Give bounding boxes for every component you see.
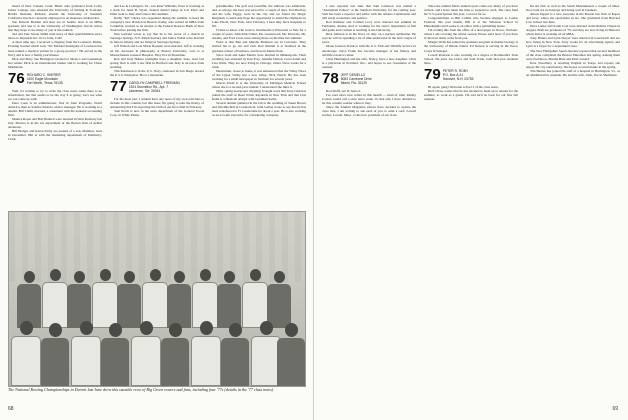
photo-caption: The National Rowing Championships in Detroit last June drew this sizeable crew of Big Green rowers and fans, including four '77s (details in the '77 class notes).: [8, 387, 275, 392]
photo-figure: [167, 271, 191, 328]
photo-figure: [221, 323, 249, 386]
class-header-79: [424, 65, 518, 83]
class-year-number: 76: [8, 69, 25, 87]
address-line: Fort Worth, Texas 76135: [26, 80, 63, 85]
paragraph: For the most part, I seldom have any news of my own activities to include in this column, but this issue I'm going to take the liberty of announcing that I'm expecting the birth of our first child in February.: [110, 96, 204, 109]
class-year-number: 79: [424, 65, 441, 83]
paragraph: Rob and Judy Haines Gallagher have a daughter, Kate, born last spring. Rob is with a law firm in Hartford and Judy is on leave from teaching.: [110, 56, 204, 69]
paragraph: Rod Wolff, Art II, Suite 2.: [326, 88, 361, 93]
address-line: Lawrence, Ga. 30044: [128, 88, 161, 93]
paragraph: Hi again, gang! Welcome to Part 3 of the class notes.: [428, 84, 499, 89]
paragraph: I also reported last June that Sam Cameron was named a "Journalism Fellow" at the Stanford University for the coming year. Sam has been a reporter and editor with the Atlanta Constitution and will study economics and politics.: [322, 4, 416, 21]
paragraph: Rod Ramirez and Carmen Levy were married last summer in Fairbanks, Alaska. Rod is working for the state's department of fish and game and Carmen is teaching at the University.: [322, 20, 416, 33]
paragraph: Margie Wells has joined the graduate program in marine biology at the University of Rhode Island. Ed Nelson is serving in the Peace Corps in Senegal.: [424, 40, 518, 53]
address-line: Miami, Fla. 33129: [340, 80, 367, 85]
secretary-name: RICHARD C. SHERER: [26, 72, 61, 77]
paragraph: Tony Hanna and Lynn Dwyer were married in Greenwich and are now living in New York. Tony works for an advertising agency and Lynn is a buyer for a department store.: [526, 36, 620, 49]
rowing-team-photo: [8, 211, 306, 387]
photo-figure: [92, 269, 118, 328]
paragraph: Dan Garland wrote to say that he is the rector of a church in Saratoga Springs, N.Y. Ralph Seabury and Janice Walsh were married in June in Albany and are living in Saratoga Springs.: [110, 32, 204, 45]
photo-figure: [101, 323, 129, 386]
paragraph: Well, it's terrible to try to write the class notes when there is no information, but that seems to be the way it is going. Let's see what we can come up with.: [8, 88, 102, 101]
address-line: 5083 Cambone Drive: [340, 76, 372, 81]
paragraph: Since the alumni fund's annual report came out, many of you have written, and I have taken the time to respond to each. The class fund hit 71% participation this year, a record for us.: [424, 4, 518, 17]
paragraph: Rick Johnson is in the Navy on duty on a nuclear submarine. He says he will be spending a lot of time underwater in the next couple of years.: [322, 32, 416, 45]
paragraph: grandmother. The golf was beautiful, the sailboat was admirable, and, as always, the beer was served for a couple of days. Ted MacKay and his wife, Peggy, were in the city and we found the Magic Kingdom. I could only hope the opportunity to attend the Olympics in Lake Placid, New York, next February. I hear they have hospitals to fill.: [212, 4, 306, 29]
photo-figure: [217, 271, 241, 328]
photo-figure: [17, 271, 41, 328]
secretary-name: JEFF DEMELLO: [340, 72, 366, 77]
photo-figure: [277, 323, 305, 386]
paragraph: Bill Hodges and Karen Kirby are parents of a son, Matthew, born in December. Bill is with the marketing department of Kimberly-Clark.: [8, 129, 102, 142]
paragraph: Dick and Mary Sue Holmgren traveled to Mexico and Guatemala last winter. Dick is an international banker and is working for Chase Manhattan.: [8, 56, 102, 69]
paragraph: Tim Barnes has joined the staff of a hospital in Burlington, Vt., as an administrative assistant. He and his wife, Julie, live in Shelburne.: [526, 68, 620, 77]
photo-figure: [191, 321, 221, 386]
address-line: 1304 Dunnellon Rd., Apt. 7: [128, 84, 169, 89]
right-column-1: [322, 4, 416, 404]
photo-figure: [117, 271, 141, 328]
address-line: 4100 Eagle Mountain: [26, 76, 58, 81]
paragraph: Meanwhile, closer to home, it was announced that the Valley News of the Upper Valley has a new editor, Nick Welch. He has been working for a small newspaper in Vermont for several years.: [212, 68, 306, 81]
photo-figure: [242, 269, 268, 328]
paragraph: Steve Gold and Anne Martin were married in Minneapolis. Their wedding was attended by Ken Frey, Jennifer Dalton, Carol Arndt and Lisa Wells. They are now living in Chicago, where Steve works for a bank.: [212, 52, 306, 69]
paragraph: Marcia Pruitt is at the University of Michigan Medical School where she is a second-year student. I understand she likes it.: [212, 80, 306, 89]
class-secretary-address: [27, 72, 63, 86]
paragraph: mond of New Canaan, Conn. Heidi, who graduated from Colby Junior College, also attended the University of Stirling in Scotland. Heidi's husband, Richard, attends the University of Southern California. Kevin is currently employed as an insurance underwriter.: [8, 4, 102, 21]
paragraph: Kathy "Kit" Cheny was appointed during the summer to head the company's new division in Boston. Kathy, who earned an MBA from Columbia, worked as an analyst at the Federal Reserve Bank of New York before joining the firm.: [110, 16, 204, 33]
class-header-77: [110, 77, 204, 95]
photo-figure: [267, 271, 291, 328]
photo-figure: [71, 321, 101, 386]
paragraph: his ski club as well as the South Mountaineers a couple of times. Now both are in Saratoga and doing well in business.: [526, 4, 620, 13]
paragraph: Tim Robinson is in the U.S. Navy, stationed in San Diego aboard the U.S.S. Enterprise. He is a lieutenant.: [110, 68, 204, 77]
right-column-2: [424, 4, 518, 404]
right-page: [314, 0, 628, 420]
paragraph: Tom Perch is now in the sales department of the General Foods Corp. in White Plains.: [110, 108, 204, 118]
photo-figure: [42, 269, 68, 328]
paragraph: Rich Chase writes that he has decided to head up to Alaska for the summer, to work as a guide. I'm told he'll be back for our first fall reunion.: [424, 88, 518, 101]
paragraph: Jeff Wilson and Lois Marie Roussin were married. Jeff is working on his doctorate in philosophy at Boston University. Lois is at Massachusetts General Hospital. They live in Brookline.: [110, 44, 204, 57]
paragraph: Dave Lanier and Sarah Cole were married in the Rollins Chapel in August. Both are graduates of '79, and they are now living in Hanover where Dave is working on an MBA.: [526, 24, 620, 37]
left-column-2: [110, 4, 204, 208]
paragraph: Monica Roper and Bob Bennett were married in West Roxbury last July. Monica is in the tax department of the Boston firm of Arthur Andersen.: [8, 117, 102, 130]
class-header-76: [8, 69, 102, 87]
paragraph: Chris Huntington and his wife, Nancy, have a new daughter. Chris is a physician in Portland, Ore., and hopes to see classmates at the reunion.: [322, 56, 416, 69]
photo-figure: [131, 321, 161, 386]
paragraph: Ted and Jane Saxon Smith send news of their grandchildren and a move to Reynolds Inc. in La Jolla, Calif.: [8, 32, 102, 41]
page-number: 69: [612, 406, 618, 412]
paragraph: Congratulations to Bill Collins who became engaged to Louise Fremont this past month. Bill is at the Wharton School in Philadelphia and Louise is an editor with a publishing house.: [424, 16, 518, 29]
paragraph: Diane Jackson Frank is with the U.S. Fish and Wildlife Service in Anchorage. Dave Frank has become manager of the fishery and wildlife resource center.: [322, 44, 416, 57]
class-secretary-address: [341, 72, 372, 86]
address-line: Hanover, N.H. 03755: [442, 76, 474, 81]
left-page: [0, 0, 313, 420]
photo-figure: [11, 321, 41, 386]
left-column-1: [8, 4, 102, 208]
photo-figure: [67, 271, 91, 328]
photo-figure: [41, 323, 69, 386]
class-year-number: 78: [322, 69, 339, 87]
address-line: P.O. Box A-41: [442, 72, 464, 77]
paragraph: I'm writing this from the office of a newspaper in Stowe, Vermont, where I am covering the winter season. Please send news if you have it; the best items come from you.: [424, 28, 518, 41]
photo-figure: [161, 323, 189, 386]
paragraph: Lowell Peterson is also working on a degree at Dartmouth's Tuck School. He joins Joe Lister and Sam Trask, both first-year students there.: [424, 52, 518, 65]
right-column-3: [526, 4, 620, 404]
class-secretary-address: [443, 68, 474, 82]
class-year-number: 77: [110, 77, 127, 95]
photo-figure: [192, 269, 218, 328]
class-secretary-address: [129, 80, 180, 94]
class-header-78: [322, 69, 416, 87]
page-number: 68: [8, 406, 14, 412]
paragraph: I've read news now rolled in this month — kind of what Johnny Carson would call a slow news week. To that end, I have decided to let this column wander where it may.: [322, 92, 416, 105]
paragraph: Several alumni gathered in the fall at the wedding of Susan Brown and Jim Mitchell in Connecticut. John Gallop wrote to say that he has been transferred to Ft. Lauderdale for about a year. He is also working as an account executive for a marketing company.: [212, 101, 306, 118]
paragraph: and Lee in Lexington, Va., was Peter Williams. Peter is working as a clerk for Janet B. Wyatt, federal district judge in Cal. Peter and Ellen went to Italy and Greece this summer.: [110, 4, 204, 17]
paragraph: Other spring newspaper clippings brought word that Tony Link has joined the staff of Dean Witter Reynolds in New York and that Lisa Kahn is a financial analyst with Goldman Sachs.: [212, 88, 306, 102]
paragraph: Since the Alumni Magazine editors have decided to update the class lists, I am writing to ask each of you to send a card. Lowell Garber, Lowell, Mass., is the new president of our class.: [322, 104, 416, 118]
paragraph: Word is that Ben and Marsha Bramson are in Colorado. They invited me to go out and visit. Rob Riddell is at Stanford in the graduate school of business, and lives in Menlo Park.: [212, 40, 306, 53]
paragraph: The New Hampshire Sports Review reported that several members of the class completed the Boston Marathon last spring. Among them were Fred Ross, Martha Hale and Peter Leland.: [526, 48, 620, 61]
paragraph: A short time ago, I received a clipping from the Lewiston, Maine, Evening Journal which said, "Dr. Michael Rodriguez of Lewiston has been named a medical partner in a group practice." He served in the Navy and is now a family practitioner.: [8, 40, 102, 57]
paragraph: Alison Pepper is a new associate in the Boston law firm of Ropes and Gray, where she specializes in tax. She graduated from Harvard Law School last June.: [526, 12, 620, 25]
paragraph: Peter Cook is an administrator, first in Joint Programs, North America, then as Sandra Orlando, ad-hoc manager. He is working as a dentist. Bill Cahill, married, a consultant with the national accounting firm.: [8, 100, 102, 118]
photo-figure: [142, 269, 168, 328]
paragraph: Kate Woodbury is teaching English in Tokyo and reports she enjoys the city enormously. She hopes to return home in the spring.: [526, 60, 620, 69]
secretary-name: PETER R. ROBY: [442, 68, 469, 73]
paragraph: I'd like to know who went to Dartmouth or Princeton or Yale for a couple of years. John Kirk Utiner, Ms. Greenwood, Mr. Knowles, Mr. Adams, and Fred Cross were among those on the hike last summer.: [212, 28, 306, 41]
secretary-name: CAROLYN CAMPBELL FREEMAN: [128, 80, 180, 85]
left-column-3: [212, 4, 306, 208]
paragraph: Sue Roberts Brasher and Ron are in Seattle. Ron is an MBA graduate and Sue is at the University of Washington. Kevin writes that they hope to see many of you at the reunion.: [8, 20, 102, 33]
